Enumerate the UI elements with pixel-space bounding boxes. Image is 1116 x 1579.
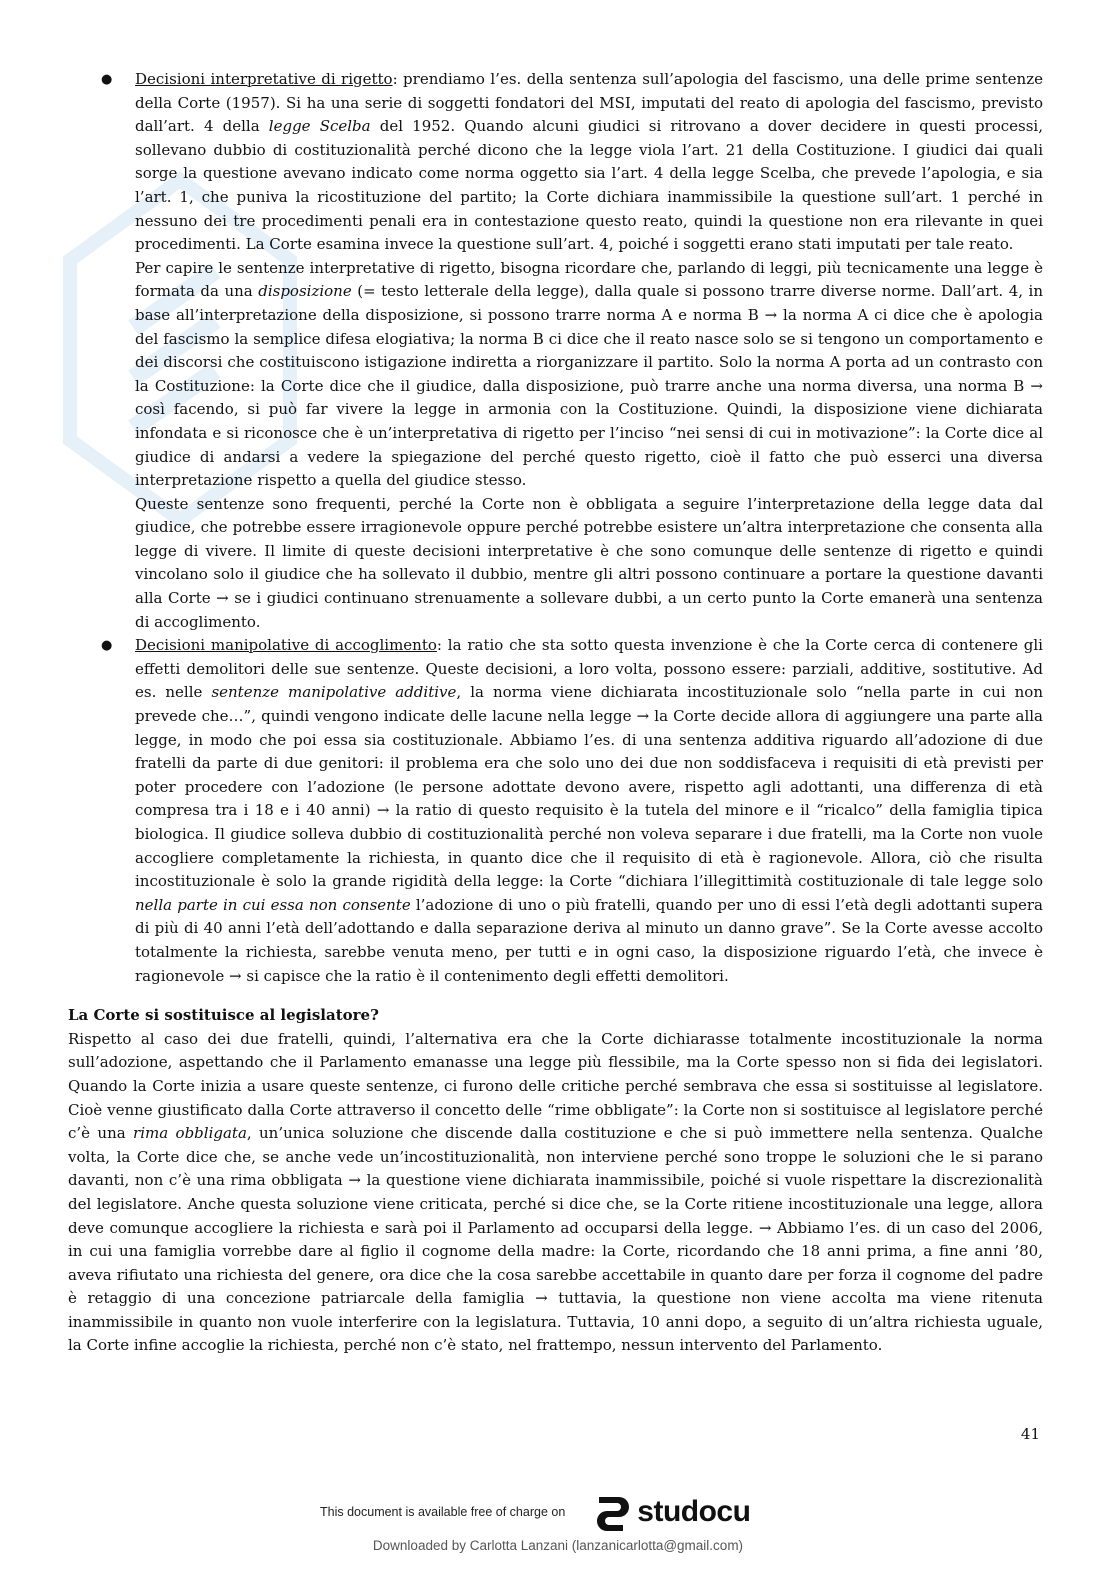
footer-downloaded-by: Downloaded by Carlotta Lanzani (lanzanicarlotta@gmail.com) [372, 1538, 744, 1553]
studocu-brand: studocu [637, 1495, 751, 1528]
bullet-item-interpretative-rigetto [68, 68, 1043, 634]
studocu-logo-icon [591, 1491, 631, 1533]
footer-availability [320, 1490, 750, 1534]
term-decisioni-manipolative: Decisioni manipolative di accoglimento [135, 636, 437, 655]
italic-rima-obbligata: rima obbligata [133, 1124, 247, 1143]
bullet-dot-icon: ● [101, 72, 113, 87]
italic-sentenze-additive: sentenze manipolative additive [211, 683, 457, 702]
bullet-paragraph-continued: Queste sentenze sono frequenti, perché la Corte non è obbligata a seguire l’interpretazione della legge data dal giudice, che potrebbe essere irragionevole oppure perché potrebbe esistere un’altra interpretazione che consenta alla legge di vivere. Il limite di queste decisioni interpretative è che sono comunque delle sentenze di rigetto e quindi vincolano solo il giudice che ha sollevato il dubbio, mentre gli altri possono continuare a portare la questione davanti alla Corte → se i giudici continuano strenuamente a sollevare dubbi, a un certo punto la Corte emanerà una sentenza di accoglimento. [135, 494, 1043, 631]
section-heading: La Corte si sostituisce al legislatore? [68, 1006, 379, 1025]
italic-nella-parte: nella parte in cui essa non consente [135, 895, 411, 914]
italic-disposizione: disposizione [258, 282, 352, 301]
section-paragraph: Rispetto al caso dei due fratelli, quindi, l’alternativa era che la Corte dichiarasse totalmente incostituzionale la norma sull’adozione, aspettando che il Parlamento emanasse una legge più flessibile, ma la Corte spesso non si fida dei legislatori. Quando la Corte inizia a usare queste sentenze, ci furono delle critiche perché sembrava che essa si sostituisse al legislatore. Cioè venne giustificato dalla Corte attraverso il concetto delle “rime obbligate”: la Corte non si sostituisce al legislatore perché c’è una rima obbligata, un’unica soluzione che discende dalla costituzione e che si può immettere nella sentenza. Qualche volta, la Corte dice che, se anche vede un’incostituzionalità, non interviene perché sono troppe le soluzioni che le si parano davanti, non c’è una rima obbligata → la questione viene dichiarata inammissibile, poiché si vuole rispettare la discrezionalità del legislatore. Anche questa soluzione viene criticata, perché si dice che, se la Corte ritiene incostituzionale una legge, allora deve comunque accogliere la richiesta e sarà poi il Parlamento ad occuparsi della legge. → Abbiamo l’es. di un caso del 2006, in cui una famiglia vorrebbe dare al figlio il cognome della madre: la Corte, ricordando che 18 anni prima, a fine anni ’80, aveva rifiutato una richiesta del genere, ora dice che la cosa sarebbe accettabile in quanto dare per forza il cognome del padre è retaggio di una concezione patriarcale della famiglia → tuttavia, la questione non viene accolta ma viene ritenuta inammissibile in quanto non vuole interferire con la legislatura. Tuttavia, 10 anni dopo, a seguito di un’altra richiesta uguale, la Corte infine accoglie la richiesta, perché non c’è stato, nel frattempo, nessun intervento del Parlamento. [68, 1029, 1043, 1355]
bullet-item-manipolative-accoglimento [68, 634, 1043, 988]
bullet-list [68, 68, 1043, 988]
bullet-paragraph-continued: Per capire le sentenze interpretative di rigetto, bisogna ricordare che, parlando di leggi, più tecnicamente una legge è formata da una disposizione (= testo letterale della legge), dalla quale si possono trarre diverse norme. Dall’art. 4, in base all’interpretazione della disposizione, si possono trarre norma A e norma B → la norma A ci dice che è apologia del fascismo la semplice difesa elogiativa; la norma B ci dice che il reato nasce solo se si tengono un comportamento e dei discorsi che costituiscono istigazione indiretta a riorganizzare il partito. Solo la norma A porta ad un contrasto con la Costituzione: la Corte dice che il giudice, dalla disposizione, può trarre anche una norma diversa, una norma B → così facendo, si può far vivere la legge in armonia con la Costituzione. Quindi, la disposizione viene dichiarata infondata e si riconosce che è un’interpretativa di rigetto per l’inciso “nei sensi di cui in motivazione”: la Corte dice al giudice di andarsi a vedere la spiegazione del perché questo rigetto, cioè il fatto che può esserci una diversa interpretazione rispetto a quella del giudice stesso. [135, 258, 1043, 490]
studocu-logo[interactable] [591, 1491, 750, 1533]
bullet-paragraph: Decisioni interpretative di rigetto: prendiamo l’es. della sentenza sull’apologia del fascismo, una delle prime sentenze della Corte (1957). Si ha una serie di soggetti fondatori del MSI, imputati del reato di apologia del fascismo, previsto dall’art. 4 della legge Scelba del 1952. Quando alcuni giudici si ritrovano a dover decidere in questi processi, sollevano dubbio di costituzionalità perché dicono che la legge viola l’art. 21 della Costituzione. I giudici dai quali sorge la questione avevano indicato come norma oggetto sia l’art. 4 della legge Scelba, che prevede l’apologia, e sia l’art. 1, che puniva la ricostituzione del partito; la Corte dichiara inammissibile la questione sull’art. 1 perché in nessuno dei tre procedimenti penali era in contestazione questo reato, quindi la questione non era rilevante in quei procedimenti. La Corte esamina invece la questione sull’art. 4, poiché i soggetti erano stati imputati per tale reato. [135, 70, 1043, 254]
document-body [68, 68, 1043, 1358]
bullet-paragraph: Decisioni manipolative di accoglimento: la ratio che sta sotto questa invenzione è che la Corte cerca di contenere gli effetti demolitori delle sue sentenze. Queste decisioni, a loro volta, possono essere: parziali, additive, sostitutive. Ad es. nelle sentenze manipolative additive, la norma viene dichiarata incostituzionale solo “nella parte in cui non prevede che…”, quindi vengono indicate delle lacune nella legge → la Corte decide allora di aggiungere una parte alla legge, in modo che poi essa sia costituzionale. Abbiamo l’es. di una sentenza additiva riguardo all’adozione di due fratelli da parte di due genitori: il problema era che solo uno dei due non soddisfaceva i requisiti di età previsti per poter procedere con l’adozione (le persone adottate devono avere, rispetto agli adottanti, una differenza di età compresa tra i 18 e i 40 anni) → la ratio di questo requisito è la tutela del minore e il “ricalco” della famiglia tipica biologica. Il giudice solleva dubbio di costituzionalità perché non voleva separare i due fratelli, ma la Corte non vuole accogliere completamente la richiesta, in quanto dice che il requisito di età è ragionevole. Allora, ciò che risulta incostituzionale è solo la grande rigidità della legge: la Corte “dichiara l’illegittimità costituzionale di tale legge solo nella parte in cui essa non consente l’adozione di uno o più fratelli, quando per uno di essi l’età degli adottanti supera di più di 40 anni l’età dell’adottando e dalla separazione deriva al minuto un danno grave”. Se la Corte avesse accolto totalmente la richiesta, sarebbe venuta meno, per tutti e in ogni caso, la disposizione riguardo l’età, che invece è ragionevole → si capisce che la ratio è il contenimento degli effetti demolitori. [135, 636, 1044, 985]
bullet-dot-icon: ● [101, 638, 113, 654]
italic-legge-scelba: legge Scelba [268, 117, 371, 136]
footer-available-text: This document is available free of charge on [320, 1505, 566, 1519]
page-number: 41 [1020, 1425, 1040, 1443]
term-decisioni-interpretative: Decisioni interpretative di rigetto [135, 70, 393, 88]
